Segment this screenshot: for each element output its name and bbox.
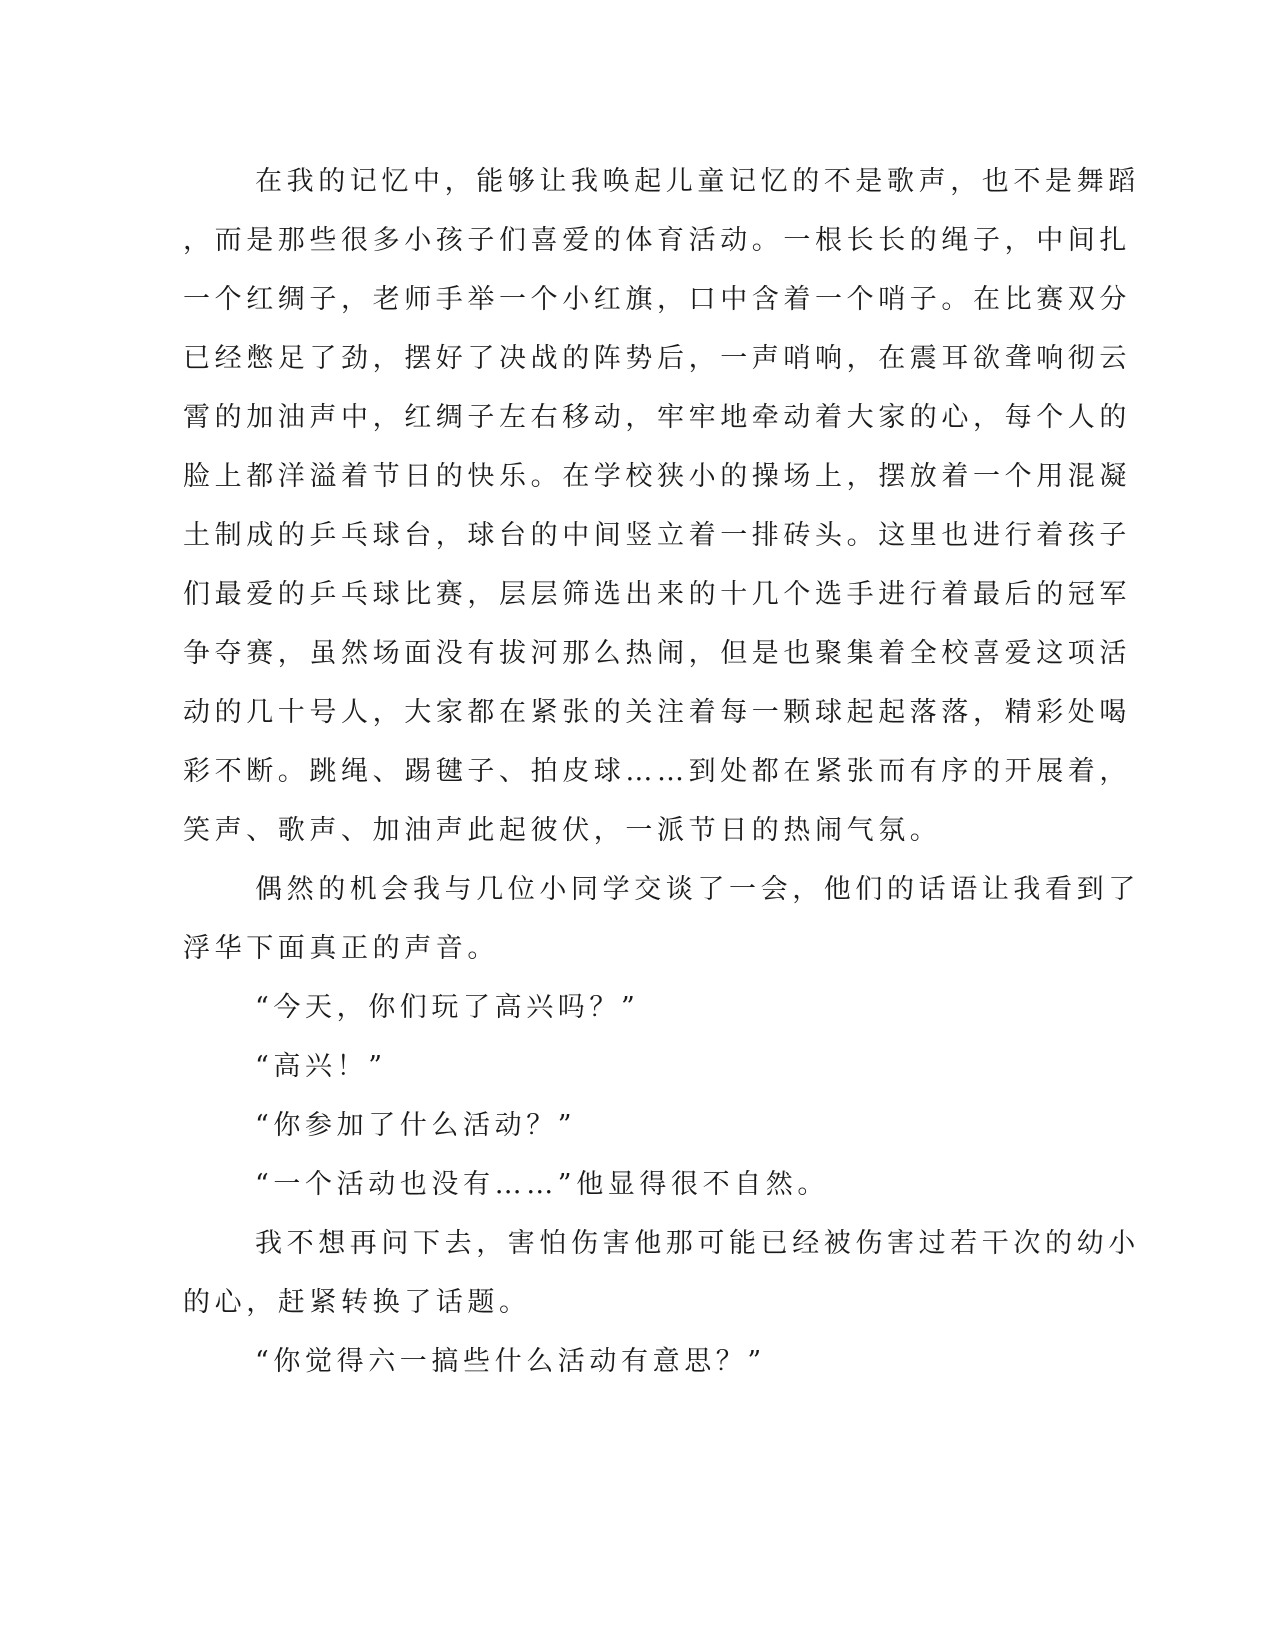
dialogue-line: “今天，你们玩了高兴吗？”	[255, 992, 640, 1023]
text-line: 已经憋足了劲，摆好了决战的阵势后，一声哨响，在震耳欲聋响彻云	[183, 343, 1131, 374]
dialogue-line: “你觉得六一搞些什么活动有意思？”	[255, 1346, 766, 1377]
text-line: 们最爱的乒乓球比赛，层层筛选出来的十几个选手进行着最后的冠军	[183, 579, 1131, 610]
text-line: 土制成的乒乓球台，球台的中间竖立着一排砖头。这里也进行着孩子	[183, 520, 1131, 551]
text-line: 争夺赛，虽然场面没有拔河那么热闹，但是也聚集着全校喜爱这项活	[183, 638, 1131, 669]
text-line: ，而是那些很多小孩子们喜爱的体育活动。一根长长的绳子，中间扎	[183, 225, 1131, 256]
text-line: 笑声、歌声、加油声此起彼伏，一派节日的热闹气氛。	[183, 815, 942, 846]
text-line: 浮华下面真正的声音。	[183, 933, 499, 964]
text-line: 偶然的机会我与几位小同学交谈了一会，他们的话语让我看到了	[255, 874, 1140, 905]
dialogue-line: “你参加了什么活动？”	[255, 1110, 577, 1141]
dialogue-line: “一个活动也没有……”他显得很不自然。	[255, 1169, 830, 1200]
text-line: 我不想再问下去，害怕伤害他那可能已经被伤害过若干次的幼小	[255, 1228, 1140, 1259]
text-line: 一个红绸子，老师手举一个小红旗，口中含着一个哨子。在比赛双分	[183, 284, 1131, 315]
dialogue-line: “高兴！”	[255, 1051, 387, 1082]
text-line: 霄的加油声中，红绸子左右移动，牢牢地牵动着大家的心，每个人的	[183, 402, 1131, 433]
text-line: 动的几十号人，大家都在紧张的关注着每一颗球起起落落，精彩处喝	[183, 697, 1131, 728]
text-line: 脸上都洋溢着节日的快乐。在学校狭小的操场上，摆放着一个用混凝	[183, 461, 1131, 492]
text-line: 的心，赶紧转换了话题。	[183, 1287, 531, 1318]
text-line: 彩不断。跳绳、踢毽子、拍皮球……到处都在紧张而有序的开展着，	[183, 756, 1131, 787]
text-line: 在我的记忆中，能够让我唤起儿童记忆的不是歌声，也不是舞蹈	[255, 166, 1140, 197]
body-text	[183, 152, 1140, 1391]
